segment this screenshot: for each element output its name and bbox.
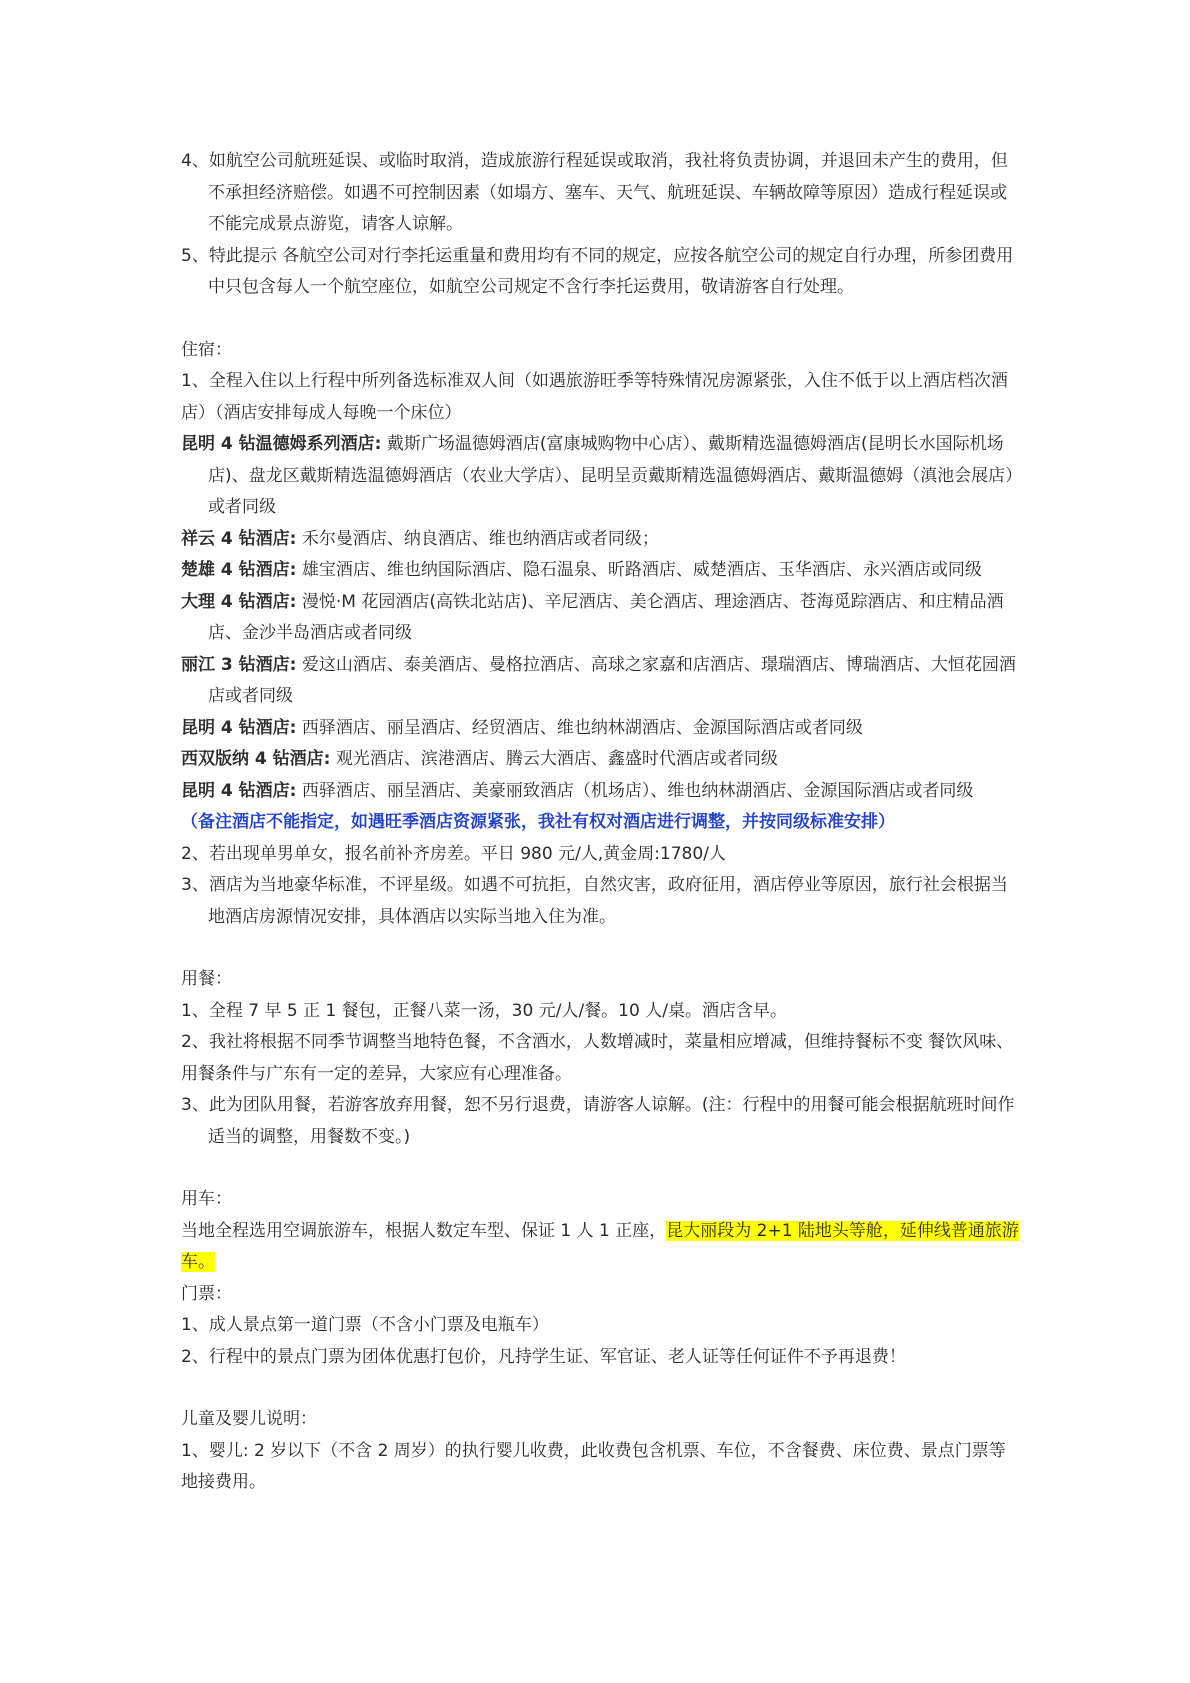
flight-item-4: 4、如航空公司航班延误、或临时取消，造成旅游行程延误或取消，我社将负责协调，并退回未产生的费用，但不承担经济赔偿。如遇不可控制因素（如塌方、塞车、天气、航班延误、车辆故障等原因）造成行程延误或不能完成景点游览，请客人谅解。	[181, 151, 1008, 234]
hotel-entry	[181, 650, 1019, 713]
meals-item-3: 3、此为团队用餐，若游客放弃用餐，恕不另行退费，请游客人谅解。(注：行程中的用餐可能会根据航班时间作适当的调整，用餐数不变。)	[181, 1095, 1015, 1147]
transport-description: 当地全程选用空调旅游车，根据人数定车型、保证 1 人 1 正座，	[181, 1220, 667, 1241]
tickets-item-2: 2、行程中的景点门票为团体优惠打包价，凡持学生证、军官证、老人证等任何证件不予再退费！	[181, 1346, 906, 1367]
hotel-label: 丽江 3 钻酒店:	[181, 654, 297, 675]
transport-text	[181, 1216, 1019, 1279]
hotel-entry	[181, 555, 1019, 587]
document-body	[181, 146, 1019, 1499]
hotel-label: 昆明 4 钻酒店:	[181, 780, 297, 801]
hotel-entry	[181, 587, 1019, 650]
hotel-entry	[181, 744, 1019, 776]
spacer	[181, 1373, 1019, 1404]
hotel-list: 雄宝酒店、维也纳国际酒店、隐石温泉、昕路酒店、威楚酒店、玉华酒店、永兴酒店或同级	[296, 560, 982, 580]
lodging-heading: 住宿：	[181, 339, 232, 360]
hotel-label: 大理 4 钻酒店:	[181, 591, 297, 612]
children-item-1: 1、婴儿: 2 岁以下（不含 2 周岁）的执行婴儿收费，此收费包含机票、车位，不含餐费、床位费、景点门票等地接费用。	[181, 1440, 1006, 1492]
hotel-label: 祥云 4 钻酒店:	[181, 528, 297, 549]
tickets-heading: 门票：	[181, 1283, 232, 1304]
hotel-entry	[181, 713, 1019, 745]
spacer	[181, 304, 1019, 335]
children-heading: 儿童及婴儿说明：	[181, 1409, 317, 1429]
hotel-list: 禾尔曼酒店、纳良酒店、维也纳酒店或者同级；	[296, 528, 659, 549]
hotel-list: 西驿酒店、丽呈酒店、经贸酒店、维也纳林湖酒店、金源国际酒店或者同级	[296, 717, 863, 738]
hotel-note: （备注酒店不能指定，如遇旺季酒店资源紧张，我社有权对酒店进行调整，并按同级标准安排）	[181, 812, 895, 832]
spacer	[181, 1153, 1019, 1184]
lodging-item-2: 2、若出现单男单女，报名前补齐房差。平日 980 元/人,黄金周:1780/人	[181, 843, 726, 864]
meals-item-1: 1、全程 7 早 5 正 1 餐包，正餐八菜一汤，30 元/人/餐。10 人/桌。酒店含早。	[181, 1000, 787, 1021]
transport-heading: 用车：	[181, 1189, 232, 1209]
hotel-list: 观光酒店、滨港酒店、腾云大酒店、鑫盛时代酒店或者同级	[330, 749, 778, 769]
hotel-list: 西驿酒店、丽呈酒店、美豪丽致酒店（机场店）、维也纳林湖酒店、金源国际酒店或者同级	[296, 780, 974, 801]
meals-heading: 用餐：	[181, 969, 232, 989]
lodging-item-1: 1、全程入住以上行程中所列备选标准双人间（如遇旅游旺季等特殊情况房源紧张，入住不低于以上酒店档次酒店）（酒店安排每成人每晚一个床位）	[181, 371, 1008, 423]
spacer	[181, 933, 1019, 964]
hotel-entry	[181, 524, 1019, 556]
hotel-label: 昆明 4 钻酒店:	[181, 717, 297, 738]
hotel-entry	[181, 776, 1019, 808]
hotel-list: 漫悦·M 花园酒店(高铁北站店)、辛尼酒店、美仑酒店、理途酒店、苍海觅踪酒店、和庄精品酒店、金沙半岛酒店或者同级	[208, 591, 1004, 643]
hotel-list: 戴斯广场温德姆酒店(富康城购物中心店）、戴斯精选温德姆酒店(昆明长水国际机场店)、盘龙区戴斯精选温德姆酒店（农业大学店）、昆明呈贡戴斯精选温德姆酒店、戴斯温德姆（滇池会展店）或者同级	[208, 434, 1014, 517]
hotel-label: 楚雄 4 钻酒店:	[181, 560, 297, 580]
meals-item-2: 2、我社将根据不同季节调整当地特色餐，不含酒水，人数增减时，菜量相应增减，但维持餐标不变 餐饮风味、用餐条件与广东有一定的差异，大家应有心理准备。	[181, 1032, 1014, 1084]
lodging-item-3: 3、酒店为当地豪华标准，不评星级。如遇不可抗拒，自然灾害，政府征用，酒店停业等原因，旅行社会根据当地酒店房源情况安排，具体酒店以实际当地入住为准。	[181, 875, 1008, 927]
hotel-label: 西双版纳 4 钻酒店:	[181, 749, 331, 769]
flight-item-5: 5、特此提示 各航空公司对行李托运重量和费用均有不同的规定，应按各航空公司的规定自行办理，所参团费用中只包含每人一个航空座位，如航空公司规定不含行李托运费用，敬请游客自行处理。	[181, 245, 1014, 297]
tickets-item-1: 1、成人景点第一道门票（不含小门票及电瓶车）	[181, 1315, 549, 1335]
transport-highlight: 昆大丽段为 2+1 陆地头等舱，延伸线普通旅游车。	[181, 1220, 1019, 1272]
hotel-list: 爱这山酒店、泰美酒店、曼格拉酒店、高球之家嘉和店酒店、璟瑞酒店、博瑞酒店、大恒花园酒店或者同级	[208, 654, 1016, 706]
hotel-label: 昆明 4 钻温德姆系列酒店:	[181, 434, 382, 454]
hotel-entry	[181, 429, 1019, 524]
